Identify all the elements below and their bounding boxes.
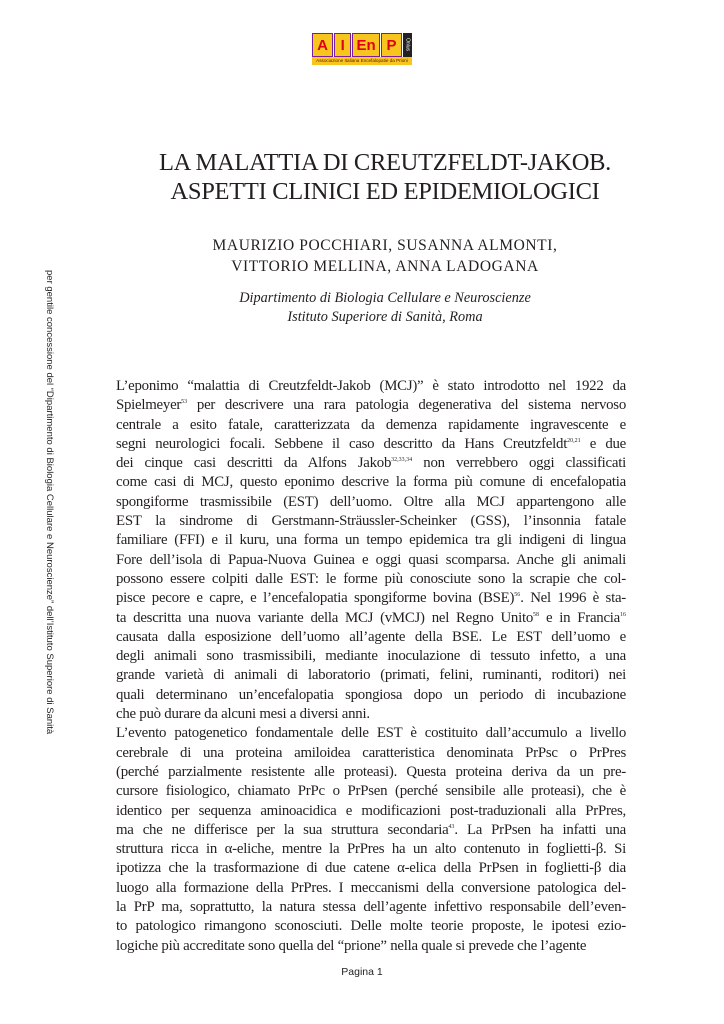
text-line: ta descritta una nuova variante della MCJ (vMCJ) nel Regno Unito$^{58}$ e in Francia$^{16}$: [116, 609, 627, 626]
title-line-1: LA MALATTIA DI CREUTZFELDT-JAKOB.: [159, 149, 611, 176]
paragraph-2: [116, 724, 626, 956]
text-line: dei cinque casi descritti da Alfons Jakob$^{32,33,34}$ non verrebbero oggi classificati: [116, 455, 626, 472]
text-line: ipotizza che la trasformazione di due catene α-elica della PrPsen in foglietti-β dia: [116, 860, 626, 877]
text-line: cerebrale di una proteina amiloidea caratteristica denominata PrPsc o PrPres: [116, 744, 626, 761]
text-line: Fore dell’isola di Papua-Nuova Guinea e oggi quasi scomparsa. Anche gli animali: [116, 551, 626, 568]
authors-line-1: MAURIZIO POCCHIARI, SUSANNA ALMONTI,: [212, 237, 558, 254]
affiliation-line-1: Dipartimento di Biologia Cellulare e Neuroscienze: [239, 290, 531, 306]
text-line: ma che ne differisce per la sua struttura secondaria$^{43}$. La PrPsen ha infatti una: [116, 821, 626, 838]
reference-sup: 43: [448, 823, 455, 830]
reference-sup: 32,33,34: [391, 457, 413, 464]
text-line: spongiforme trasmissibile (EST) dell’uomo. Oltre alla MCJ appartengono alle: [116, 493, 626, 510]
text-line: struttura ricca in α-eliche, mentre la PrPres ha un alto contenuto in foglietti-β. Si: [116, 841, 626, 858]
logo-letter-a: A: [312, 33, 333, 57]
text-line: come casi di MCJ, questo eponimo descrive la forma più comune di encefalopatia: [116, 474, 626, 491]
affiliation-line-2: Istituto Superiore di Sanità, Roma: [287, 309, 483, 325]
text-line: centrale a esito fatale, caratterizzata da demenza rapidamente ingravescente e: [116, 416, 626, 433]
article-body: [116, 377, 626, 956]
text-line: pisce pecore e capre, e l’encefalopatia spongiforme bovina (BSE)$^{56}$. Nel 1996 è sta-: [116, 590, 626, 607]
logo-letter-en: En: [352, 33, 380, 57]
text-line: Spielmeyer$^{53}$ per descrivere una rara patologia degenerativa del sistema nervoso: [116, 397, 626, 414]
text-line: segni neurologici focali. Sebbene il caso descritto da Hans Creutzfeldt$^{20,21}$ e due: [116, 435, 627, 452]
logo-letter-i: I: [334, 33, 351, 57]
reference-sup: 58: [533, 611, 540, 618]
text-line: luogo alla formazione della PrPres. I meccanismi della conversione patologica del-: [116, 879, 626, 896]
text-line: la PrP ma, soprattutto, la natura stessa dell’agente infettivo responsabile dell’even-: [116, 899, 626, 916]
text-line: (perché parzialmente resistente alle proteasi). Questa proteina deriva da un pre-: [116, 763, 626, 780]
text-line: L’evento patogenetico fondamentale delle EST è costituito dall’accumulo a livello: [116, 725, 626, 742]
paragraph-1: [116, 377, 626, 724]
logo-badge: Onlus: [403, 33, 412, 57]
logo-letter-p: P: [381, 33, 402, 57]
reference-sup: 16: [620, 611, 627, 618]
reference-sup: 56: [514, 592, 521, 599]
text-line: identico per sequenza aminoacidica e modificazioni post-traduzionali alla PrPres,: [116, 802, 626, 819]
reference-sup: 20,21: [567, 437, 581, 444]
page-number: Pagina 1: [341, 966, 383, 978]
aienp-logo: [312, 33, 412, 67]
text-line: logiche più accreditate sono quella del “prione” nella quale si prevede che l’agente: [116, 937, 587, 954]
text-line: to patologico rimangono sconosciuti. Delle molte teorie proposte, le ipotesi ezio-: [116, 918, 626, 935]
side-note: per gentile concessione del “Dipartimento di Biologia Cellulare e Neuroscienze” dell’Istituto Superiore di Sanità: [44, 270, 55, 735]
text-line: L’eponimo “malattia di Creutzfeldt-Jakob (MCJ)” è stato introdotto nel 1922 da: [116, 378, 626, 394]
text-line: familiare (FFI) e il kuru, una forma un tempo epidemica tra gli indigeni di lingua: [116, 532, 626, 549]
text-line: possono essere colpiti dalle EST: le forme più conosciute sono la scrapie che col-: [116, 570, 626, 587]
reference-sup: 53: [181, 399, 188, 406]
text-line: EST la sindrome di Gerstmann-Sträussler-Scheinker (GSS), l’insonnia fatale: [116, 513, 626, 530]
text-line: cursore fisiologico, chiamato PrPc o PrPsen (perché sensibile alle proteasi), che è: [116, 783, 626, 800]
logo-subtitle: Associazione Italiana Encefalopatie da Prioni: [312, 57, 412, 65]
text-line: che può durare da alcuni mesi a diversi anni.: [116, 706, 370, 723]
title-line-2: ASPETTI CLINICI ED EPIDEMIOLOGICI: [170, 178, 600, 205]
text-line: degli animali sono trasmissibili, mediante inoculazione di tessuto infetto, a una: [116, 648, 626, 665]
authors-line-2: VITTORIO MELLINA, ANNA LADOGANA: [231, 258, 539, 275]
text-line: quali determinano un’encefalopatia spongiosa dopo un periodo di incubazione: [116, 686, 626, 703]
logo-letters: [312, 33, 412, 57]
text-line: grande varietà di animali di laboratorio (primati, felini, ruminanti, roditori) nei: [116, 667, 626, 684]
text-line: causata dalla esposizione dell’uomo all’agente della BSE. Le EST dell’uomo e: [116, 628, 626, 645]
